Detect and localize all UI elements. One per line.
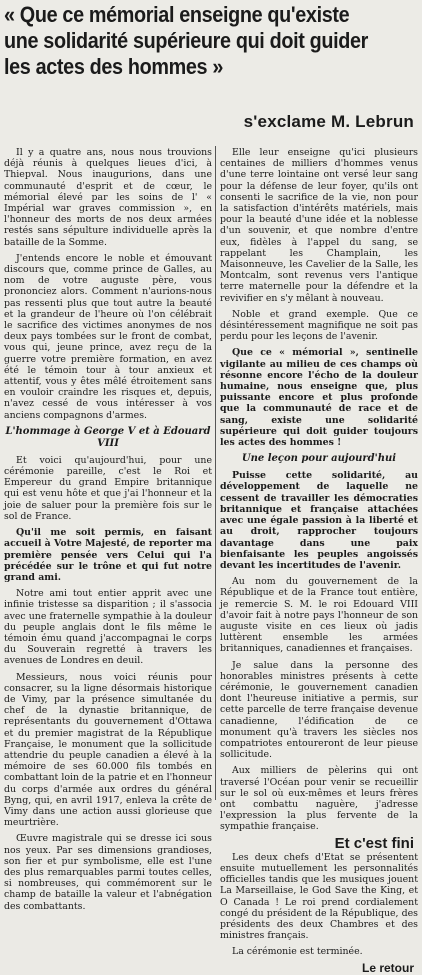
- right-column: [220, 147, 418, 975]
- paragraph: Notre ami tout entier apprit avec une infinie tristesse sa disparition ; il s'associa avec une fraternelle sympathie à la douleur du peuple anglais dont le fils même le témoin ému quand j'accompagnai le corps du Souverain regretté à travers les avenues de Londres en deuil.: [4, 588, 212, 667]
- headline-line-2: une solidarité supérieure qui doit guider: [4, 28, 369, 53]
- paragraph: Les deux chefs d'Etat se présentent ensuite mutuellement les personnalités officielles tandis que les musiques jouent La Marseillaise, le God Save the King, et O Canada ! Le roi prend cordialement congé du président de la République, des présidents des deux Chambres et des ministres français.: [220, 851, 418, 942]
- byline: s'exclame M. Lebrun: [243, 112, 414, 131]
- paragraph: Il y a quatre ans, nous nous trouvions déjà réunis à quelques lieues d'ici, à Thiepval. Nous inaugurions, dans une communauté d'esprit et de cœur, le mémorial élevé par les soins de l' « Impérial war graves commission », en l'honneur des morts de nos deux armées restés sans sépulture individuelle après la bataille de la Somme.: [4, 147, 212, 248]
- section-heading: Et c'est fini: [334, 834, 414, 852]
- column-divider: [215, 146, 216, 800]
- headline-line-3: les actes des hommes »: [4, 54, 223, 79]
- paragraph: J'entends encore le noble et émouvant discours que, comme prince de Galles, au nom de votre auguste père, vous prononciez alors. Comment n'aurions-nous pas ressenti plus que tout autre la beauté et la grandeur de l'heure où l'on célébrait le sacrifice des victimes anonymes de nos deux pays tombées sur le front de combat, vous qui, jeune prince, avez reçu de la guerre votre première formation, en avez été le témoin tour à tour anxieux et attentif, vous y êtes mêlé étroitement sans en vouloir craindre les risques et, depuis, n'avez cessé de vous intéresser à vos anciens compagnons d'armes.: [4, 252, 212, 421]
- paragraph: Je salue dans la personne des honorables ministres présents à cette cérémonie, le gouvernement canadien dont l'heureuse initiative a permis, sur cette parcelle de terre française devenue canadienne, l'édification de ce monument qu'à travers les siècles nos compatriotes entoureront de leur pieuse sollicitude.: [220, 659, 418, 761]
- paragraph: Que ce « mémorial », sentinelle vigilante au milieu de ces champs où résonne encore l'écho de la douleur humaine, nous enseigne que, plus puissante encore et plus profonde que la communauté de race et de sang, existe une solidarité supérieure qui doit guider toujours les actes des hommes !: [220, 347, 418, 449]
- paragraph: Elle leur enseigne qu'ici plusieurs centaines de milliers d'hommes venus d'une terre lointaine ont versé leur sang pour la défense de leur foyer, qu'ils ont consenti le sacrifice de la vie, non pour la satisfaction d'intérêts matériels, mais pour la beauté d'une idée et la noblesse d'un souvenir, et que nombre d'entre eux, fidèles à l'appel du sang, se rappelant les Champlain, les Maisonneuve, les Cavelier de la Salle, les Montcalm, sont revenus vers l'antique terre maternelle pour la défendre et la revivifier en s'y mêlant à nouveau.: [220, 147, 418, 304]
- headline-line-1: « Que ce mémorial enseigne qu'existe: [4, 2, 350, 27]
- paragraph: Puisse cette solidarité, au développement de laquelle ne cessent de travailler les démocraties britannique et française attachées avec une égale passion à la liberté et au droit, rapprocher toujours davantage dans une paix bienfaisante les peuples angoissés devant les incertitudes de l'avenir.: [220, 470, 418, 571]
- continuation-heading: Le retour: [361, 960, 414, 975]
- paragraph: La cérémonie est terminée.: [232, 946, 363, 958]
- subheading: L'hommage à George V et à Edouard VIII: [5, 425, 211, 449]
- headline: [4, 2, 416, 80]
- left-column: [4, 147, 212, 912]
- paragraph: Aux milliers de pèlerins qui ont traversé l'Océan pour venir se recueillir sur le sol où eux-mêmes et leurs frères ont combattu naguère, j'adresse l'expression la plus fervente de la sympathie française.: [220, 765, 418, 833]
- paragraph: Messieurs, nous voici réunis pour consacrer, su la ligne désormais historique de Vimy, par la présence simultanée du chef de la dynastie britannique, de représentants du gouvernement d'Ottawa et du premier magistrat de la République Française, le monument que la sollicitude attendrie du peuple canadien a élevé à la mémoire de ses 60.000 fils tombés en combattant loin de la patrie et en l'honneur du corps d'armée aux ordres du général Byng, qui, en avril 1917, enleva la crête de Vimy dans une action aussi glorieuse que meurtrière.: [4, 671, 212, 829]
- paragraph: Et voici qu'aujourd'hui, pour une cérémonie pareille, c'est le Roi et Empereur du grand Empire britannique qui est venu hôte et que j'ai l'honneur et la joie de saluer pour la première fois sur le sol de France.: [4, 454, 212, 522]
- paragraph: Qu'il me soit permis, en faisant accueil à Votre Majesté, de reporter ma première pensée vers Celui qui l'a précédée sur le trône et qui fut notre grand ami.: [4, 527, 212, 583]
- paragraph: Noble et grand exemple. Que ce désintéressement magnifique ne soit pas perdu pour les leçons de l'avenir.: [220, 308, 418, 343]
- subheading: Une leçon pour aujourd'hui: [241, 453, 397, 465]
- paragraph: Œuvre magistrale qui se dresse ici sous nos yeux. Par ses dimensions grandioses, son fier et pur symbolisme, elle est l'une des plus remarquables parmi toutes celles, si nombreuses, qui commémorent sur le champ de bataille la valeur et l'abnégation des combattants.: [4, 833, 212, 912]
- paragraph: Au nom du gouvernement de la République et de la France tout entière, je remercie S. M. le roi Edouard VIII d'avoir fait à notre pays l'honneur de son auguste visite en ces lieux où jadis luttèrent ensemble les armées britanniques, canadiennes et françaises.: [220, 576, 418, 655]
